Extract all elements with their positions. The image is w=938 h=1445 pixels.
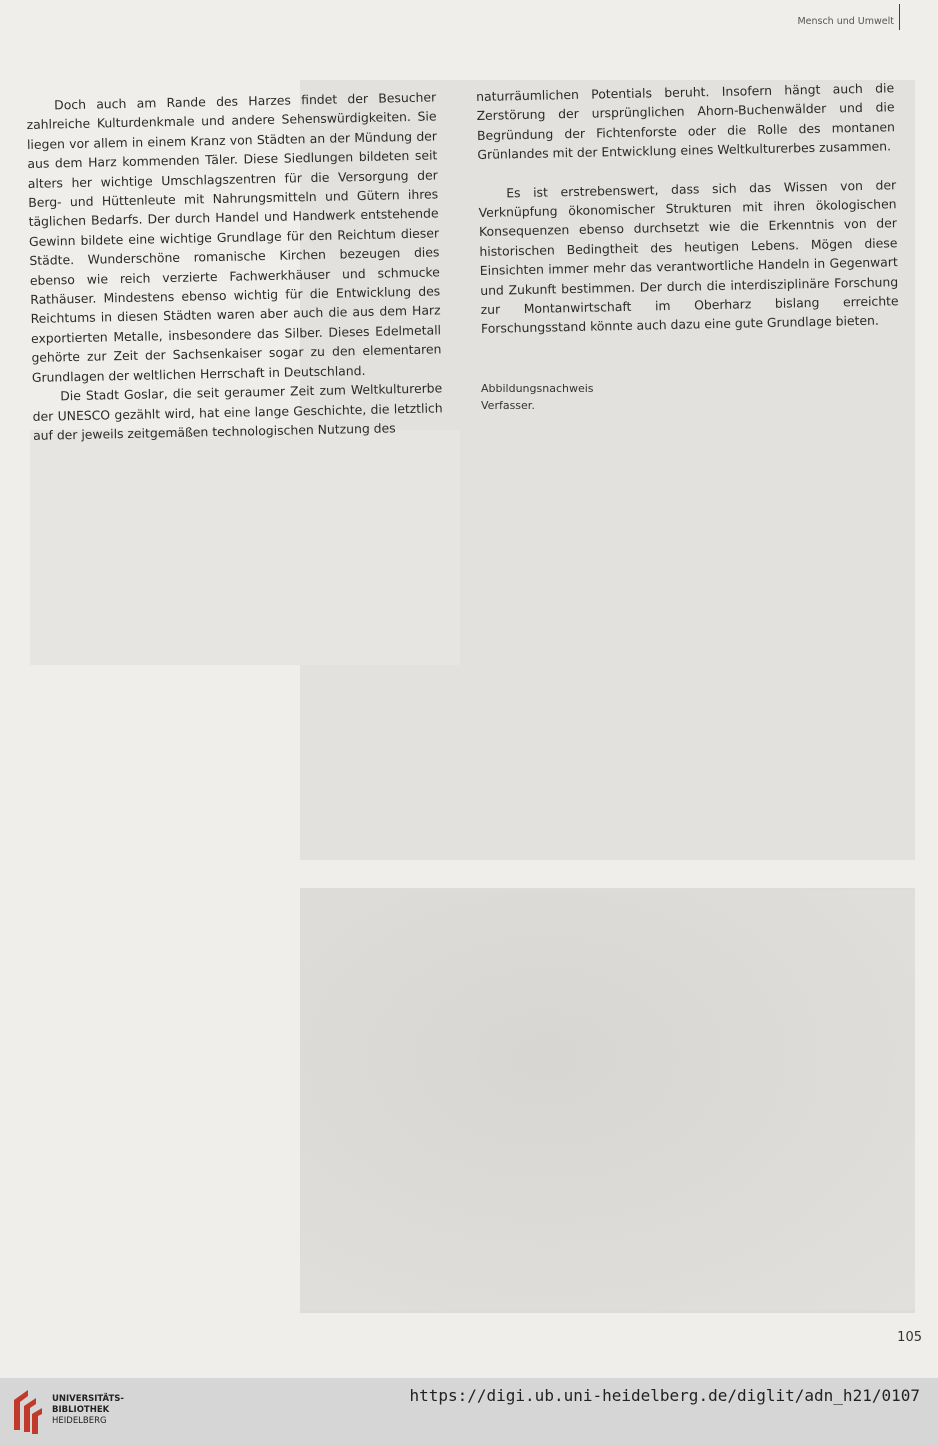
- bleed-through-region: [30, 430, 460, 665]
- header-rule: [899, 4, 900, 30]
- credits-heading: Abbildungsnachweis: [481, 382, 594, 395]
- logo-line: BIBLIOTHEK: [52, 1405, 110, 1415]
- paragraph: Doch auch am Rande des Harzes findet der Besucher zahlreiche Kulturdenkmale und andere Sehenswürdigkeiten. Sie liegen vor allem in einem Kranz von Städten an der Mündung der aus dem Harz kommenden Täler. Diese Siedlungen bildeten seit alters her wichtige Umschlagszentren für die Versorgung der Berg- und Hüttenleute mit Nahrungsmitteln und Gütern ihres täglichen Bedarfs. Der durch Handel und Handwerk entstehende Gewinn bildete eine wichtige Grundlage für den Reichtum dieser Städte. Wunderschöne romanische Kirchen bezeugen dies ebenso wie reich verzierte Fachwerkhäuser und schmucke Rathäuser. Mindestens ebenso wichtig für die Entwicklung des Reichtums in diesen Städten waren aber auch die aus dem Harz exportierten Metalle, insbesondere das Silber. Dieses Edelmetall gehörte zur Zeit der Sachsenkaiser sogar zu den elementaren Grundlagen der weltlichen Herrschaft in Deutschland.: [26, 89, 442, 385]
- logo-line: HEIDELBERG: [52, 1416, 107, 1426]
- image-credits: [481, 380, 594, 414]
- bleed-through-photo: [300, 890, 915, 1310]
- left-column: [26, 87, 443, 445]
- running-title: Mensch und Umwelt: [797, 16, 894, 27]
- credits-text: Verfasser.: [481, 399, 535, 412]
- logo-line: UNIVERSITÄTS-: [52, 1394, 124, 1404]
- library-logo-text[interactable]: [52, 1394, 124, 1427]
- viewer-footer: [0, 1378, 938, 1445]
- paragraph: naturräumlichen Potentials beruht. Insofern hängt auch die Zerstörung der ursprünglichen Ahorn-Buchenwälder und die Begründung der Fichtenforste oder die Rolle des montanen Grünlandes mit der Entwicklung eines Weltkulturerbes zusammen.: [476, 80, 896, 163]
- permalink-url[interactable]: https://digi.ub.uni-heidelberg.de/diglit/adn_h21/0107: [409, 1386, 920, 1405]
- paragraph: Es ist erstrebenswert, dass sich das Wissen von der Verknüpfung ökonomischer Strukturen mit ihren ökologischen Konsequenzen ebenso durchsetzt wie die Erkenntnis von der historischen Bedingtheit des heutigen Lebens. Mögen diese Einsichten immer mehr das verantwortliche Handeln in Gegenwart und Zukunft bestimmen. Der durch die interdisziplinäre Forschung zur Montanwirtschaft im Oberharz bislang erreichte Forschungsstand könnte auch dazu eine gute Grundlage bieten.: [478, 176, 899, 337]
- paragraph: Die Stadt Goslar, die seit geraumer Zeit zum Weltkulturerbe der UNESCO gezählt wird, hat eine lange Geschichte, die letztlich auf der jeweils zeitgemäßen technologischen Nutzung des: [32, 380, 443, 443]
- library-logo-icon[interactable]: [10, 1386, 46, 1436]
- right-column: [476, 78, 899, 339]
- page-number: 105: [897, 1330, 922, 1345]
